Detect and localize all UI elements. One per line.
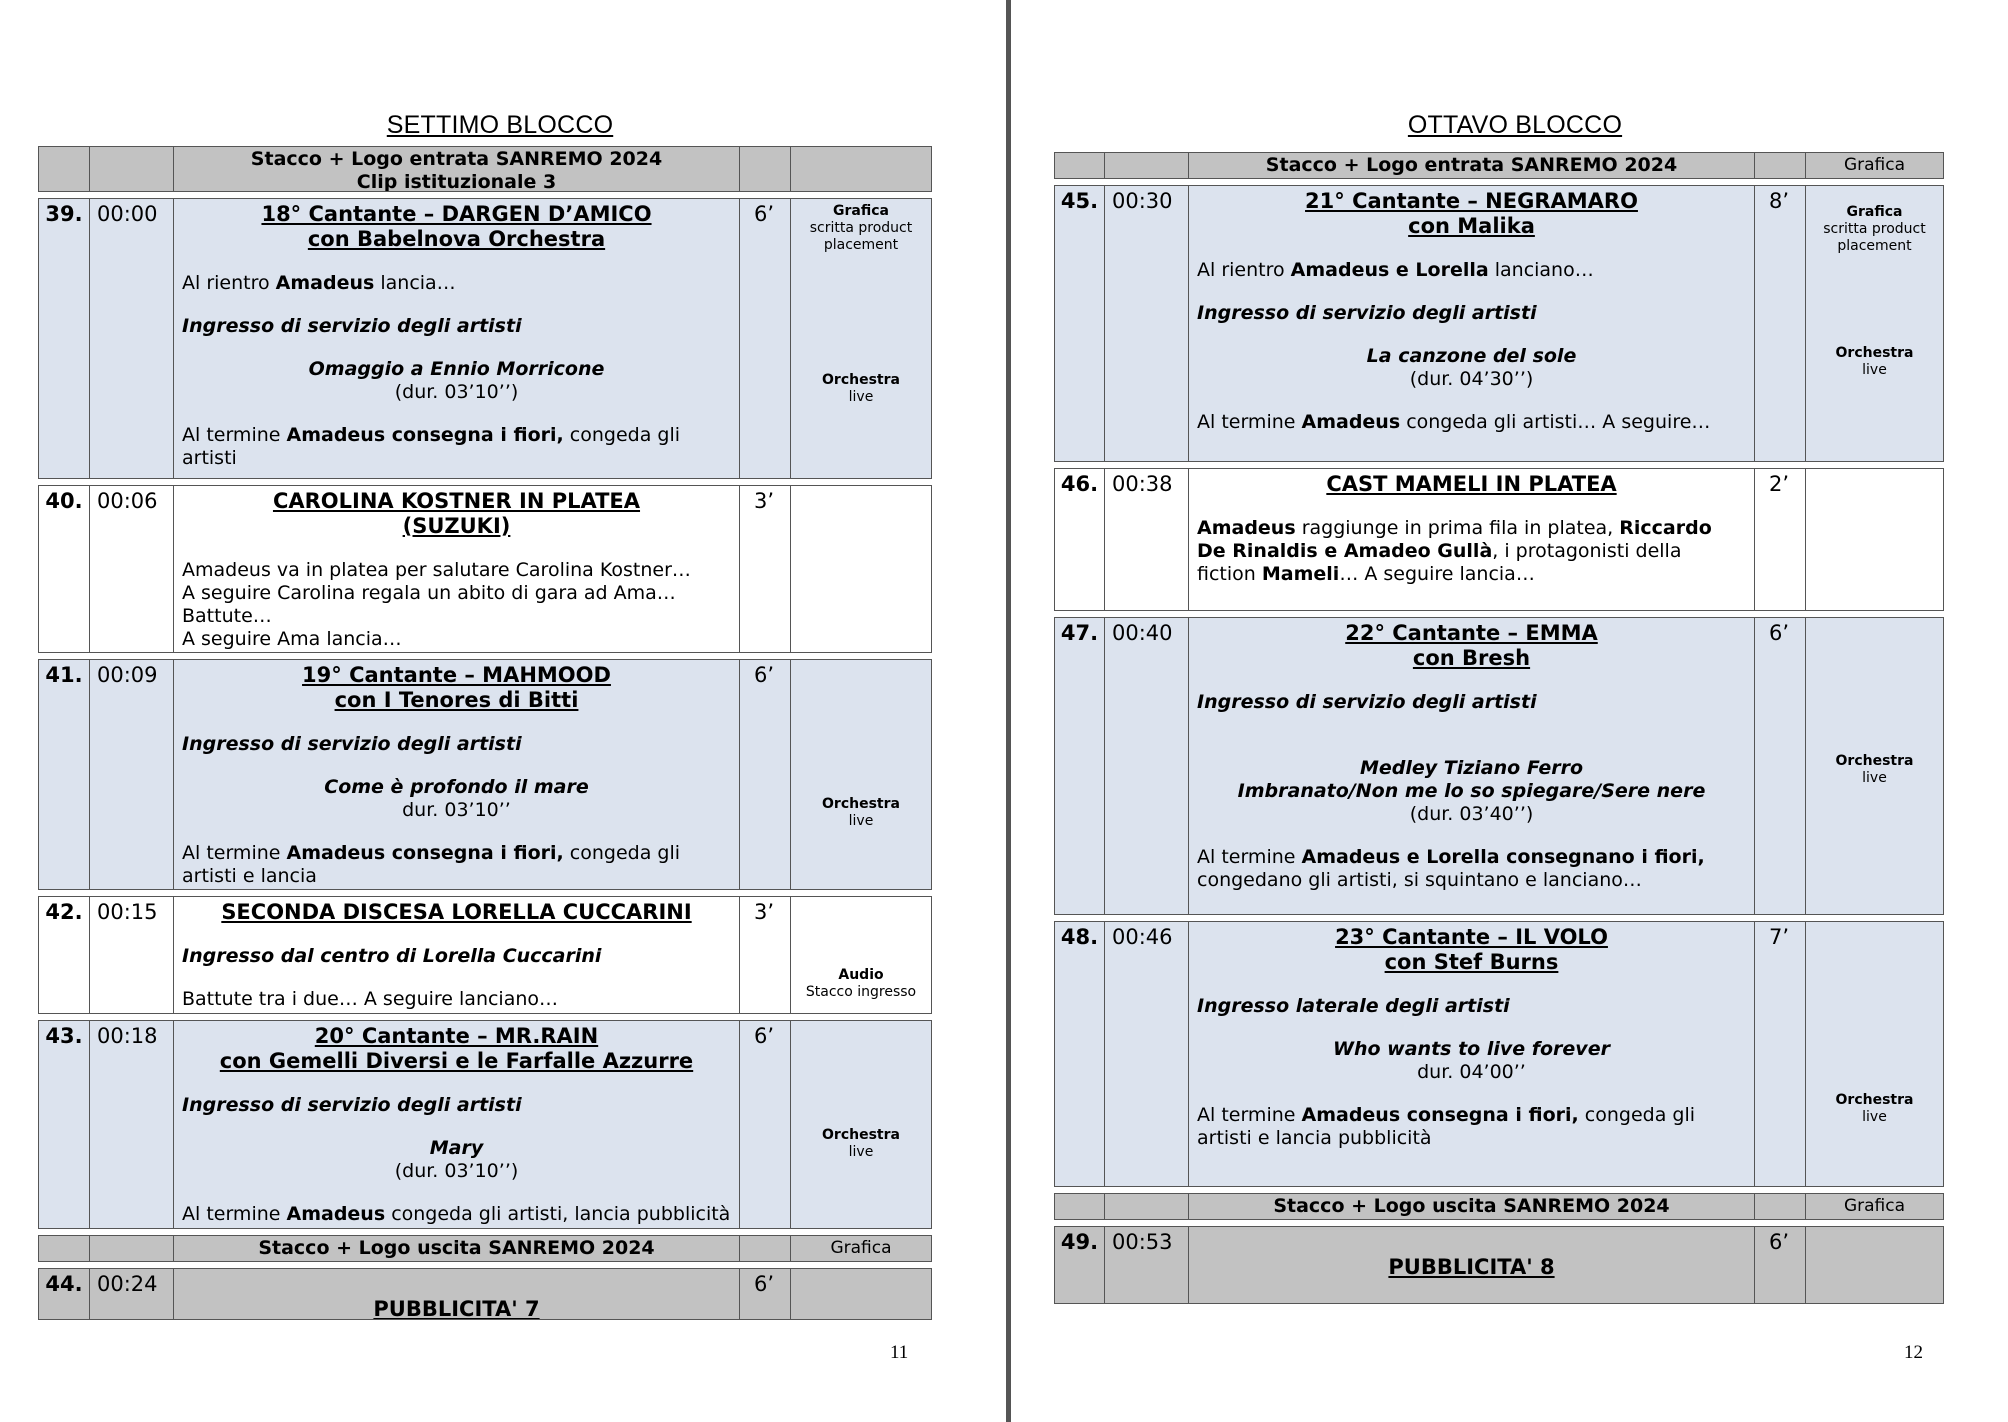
row-notes (1805, 922, 1943, 1186)
note-label: Orchestra (822, 1127, 900, 1143)
header-note: Grafica (1805, 153, 1943, 178)
song-duration: (dur. 03’10’’) (394, 1160, 519, 1182)
block-title: SETTIMO BLOCCO (386, 111, 614, 139)
song-title: Omaggio a Ennio Morricone (308, 358, 605, 380)
text: congeda gli artisti (182, 424, 680, 469)
header-label: Stacco + Logo entrata SANREMO 2024 (1188, 153, 1754, 178)
text: congeda gli artisti e lancia pubblicità (1197, 1104, 1695, 1149)
row-title: 21° Cantante – NEGRAMARO (1305, 189, 1638, 213)
row-subtitle: con Malika (1408, 214, 1535, 238)
page-12 (1012, 0, 2008, 1422)
text-line: A seguire Ama lancia… (182, 628, 402, 650)
row-content (1188, 186, 1754, 461)
text: raggiunge in prima fila in platea, (1295, 517, 1620, 539)
row-subtitle: con Bresh (1412, 646, 1531, 670)
row-number: 39. (45, 202, 83, 226)
text-bold: Riccardo De Rinaldis e Amadeo Gullà (1197, 517, 1712, 562)
row-title: PUBBLICITA' 8 (1388, 1255, 1555, 1279)
row-number: 40. (45, 489, 83, 513)
row-content (1188, 469, 1754, 610)
song-title: Come è profondo il mare (324, 776, 589, 798)
song-list: Imbranato/Non me lo so spiegare/Sere nere (1237, 780, 1706, 802)
row-time: 00:40 (1104, 618, 1188, 914)
text: Al termine (1197, 846, 1302, 868)
table-row-42 (38, 896, 932, 1014)
text-bold: Amadeus consegna i fiori, (1301, 1104, 1579, 1126)
song-duration: (dur. 04’30’’) (1409, 368, 1534, 390)
row-title: 22° Cantante – EMMA (1345, 621, 1598, 645)
row-number: 44. (45, 1272, 83, 1296)
table-row-40 (38, 485, 932, 653)
row-duration: 7’ (1754, 922, 1805, 1186)
note-label: Orchestra (1835, 753, 1914, 769)
text: Al termine (182, 424, 287, 446)
text: , i protagonisti della fiction (1197, 540, 1682, 585)
text: Al termine (1197, 1104, 1302, 1126)
song-duration: (dur. 03’10’’) (394, 381, 519, 403)
row-time: 00:09 (89, 660, 173, 889)
note-text: Stacco ingresso (805, 984, 917, 1000)
exit-row (38, 1235, 932, 1262)
page-number: 12 (1904, 1342, 1923, 1363)
text-line: Battute tra i due… A seguire lanciano… (182, 988, 559, 1010)
row-duration: 2’ (1754, 469, 1805, 610)
table-row-43 (38, 1020, 932, 1229)
text-bold: Amadeus e Lorella (1290, 259, 1489, 281)
row-duration: 6’ (1754, 618, 1805, 914)
song-duration: dur. 03’10’’ (402, 799, 511, 821)
row-notes (790, 1021, 931, 1228)
table-row-49 (1054, 1226, 1944, 1304)
text-line: A seguire Carolina regala un abito di gara ad Ama… (182, 582, 676, 604)
text-line: Battute… (182, 605, 272, 627)
row-time: 00:18 (89, 1021, 173, 1228)
text-bold: Amadeus (1197, 517, 1296, 539)
header-row (1054, 152, 1944, 179)
row-content (173, 199, 739, 478)
entrance-note: Ingresso di servizio degli artisti (1197, 691, 1537, 713)
row-number: 41. (45, 663, 83, 687)
text-bold: Mameli (1261, 563, 1340, 585)
note-label: Orchestra (1835, 345, 1914, 361)
text-bold: Amadeus (275, 272, 375, 294)
table-row-47 (1054, 617, 1944, 915)
row-notes (790, 897, 931, 1013)
row-notes (1805, 618, 1943, 914)
row-duration: 6’ (1754, 1227, 1805, 1303)
row-duration: 6’ (739, 1269, 790, 1319)
song-title: Medley Tiziano Ferro (1359, 757, 1584, 779)
note-text: live (848, 389, 874, 405)
text: congeda gli artisti, lancia pubblicità (385, 1203, 731, 1225)
row-title: PUBBLICITA' 7 (373, 1297, 540, 1319)
entrance-note: Ingresso dal centro di Lorella Cuccarini (182, 945, 602, 967)
text: Al termine (182, 842, 287, 864)
row-time: 00:38 (1104, 469, 1188, 610)
song-duration: dur. 04’00’’ (1417, 1061, 1526, 1083)
row-time: 00:15 (89, 897, 173, 1013)
exit-label: Stacco + Logo uscita SANREMO 2024 (1188, 1194, 1754, 1219)
note-text: live (848, 1144, 874, 1160)
row-content (173, 660, 739, 889)
text: Al termine (1197, 411, 1302, 433)
text: congeda gli artisti… A seguire… (1400, 411, 1711, 433)
text-bold: Amadeus consegna i fiori, (286, 842, 564, 864)
table-row-44 (38, 1268, 932, 1320)
row-notes (790, 199, 931, 478)
text: Al termine (182, 1203, 287, 1225)
row-subtitle: con Gemelli Diversi e le Farfalle Azzurre (219, 1049, 694, 1073)
row-subtitle: con Stef Burns (1384, 950, 1559, 974)
note-label: Orchestra (822, 372, 900, 388)
table-row-48 (1054, 921, 1944, 1187)
song-title: Who wants to live forever (1333, 1038, 1610, 1060)
row-number: 46. (1060, 472, 1099, 496)
header-row (38, 146, 932, 192)
row-time: 00:06 (89, 486, 173, 652)
text-bold: Amadeus consegna i fiori, (286, 424, 564, 446)
note-text: live (848, 813, 874, 829)
row-notes (1805, 186, 1943, 461)
text: congeda gli artisti e lancia (182, 842, 680, 887)
row-duration: 6’ (739, 660, 790, 889)
page-divider (1006, 0, 1011, 1422)
row-title: CAROLINA KOSTNER IN PLATEA (272, 489, 641, 513)
row-number: 43. (45, 1024, 83, 1048)
table-row-45 (1054, 185, 1944, 462)
row-duration: 6’ (739, 1021, 790, 1228)
note-text: scritta product placement (1823, 221, 1926, 254)
table-row-39 (38, 198, 932, 479)
row-number: 42. (45, 900, 83, 924)
song-title: Mary (429, 1137, 484, 1159)
row-number: 49. (1060, 1230, 1099, 1254)
text-bold: Amadeus (1301, 411, 1401, 433)
page-number: 11 (890, 1342, 909, 1363)
text-line: Amadeus va in platea per salutare Carolina Kostner… (182, 559, 691, 581)
row-content (173, 897, 739, 1013)
row-subtitle: (SUZUKI) (402, 514, 511, 538)
note-text: scritta product placement (809, 220, 913, 253)
note-label: Grafica (833, 203, 889, 219)
row-number: 47. (1060, 621, 1099, 645)
entrance-note: Ingresso di servizio degli artisti (1197, 302, 1537, 324)
row-number: 48. (1060, 925, 1099, 949)
entrance-note: Ingresso di servizio degli artisti (182, 315, 522, 337)
note-label: Orchestra (822, 796, 900, 812)
exit-note: Grafica (1805, 1194, 1943, 1219)
text-bold: Amadeus (286, 1203, 386, 1225)
row-subtitle: con I Tenores di Bitti (334, 688, 579, 712)
block-title: OTTAVO BLOCCO (1407, 111, 1623, 139)
row-time: 00:53 (1104, 1227, 1188, 1303)
row-content (1188, 922, 1754, 1186)
table-row-46 (1054, 468, 1944, 611)
text: lanciano… (1488, 259, 1594, 281)
row-time: 00:24 (89, 1269, 173, 1319)
header-line2: Clip istituzionale 3 (356, 171, 557, 191)
header-line1: Stacco + Logo entrata SANREMO 2024 (250, 148, 663, 170)
row-content (1188, 618, 1754, 914)
song-title: La canzone del sole (1366, 345, 1577, 367)
row-content (173, 1021, 739, 1228)
song-duration: (dur. 03’40’’) (1409, 803, 1534, 825)
note-label: Orchestra (1835, 1092, 1914, 1108)
row-time: 00:30 (1104, 186, 1188, 461)
note-text: live (1862, 770, 1887, 786)
row-title: SECONDA DISCESA LORELLA CUCCARINI (221, 900, 692, 924)
row-duration: 3’ (739, 897, 790, 1013)
text: congedano gli artisti, si squintano e lanciano… (1197, 869, 1642, 891)
row-title: 18° Cantante – DARGEN D’AMICO (261, 202, 652, 226)
row-title: 23° Cantante – IL VOLO (1335, 925, 1608, 949)
row-number: 45. (1060, 189, 1099, 213)
note-text: live (1862, 362, 1887, 378)
text: Al rientro (182, 272, 276, 294)
row-duration: 3’ (739, 486, 790, 652)
table-row-41 (38, 659, 932, 890)
row-notes (790, 660, 931, 889)
text-bold: Amadeus e Lorella consegnano i fiori, (1301, 846, 1705, 868)
entrance-note: Ingresso di servizio degli artisti (182, 1094, 522, 1116)
text: lancia… (374, 272, 456, 294)
row-time: 00:46 (1104, 922, 1188, 1186)
text: … A seguire lancia… (1339, 563, 1535, 585)
note-label: Audio (838, 967, 884, 983)
row-title: CAST MAMELI IN PLATEA (1326, 472, 1617, 496)
exit-row (1054, 1193, 1944, 1220)
note-label: Grafica (1846, 204, 1903, 220)
entrance-note: Ingresso di servizio degli artisti (182, 733, 522, 755)
row-title: 20° Cantante – MR.RAIN (314, 1024, 599, 1048)
row-subtitle: con Babelnova Orchestra (307, 227, 606, 251)
text: Al rientro (1197, 259, 1291, 281)
row-duration: 6’ (739, 199, 790, 478)
row-content (173, 486, 739, 652)
exit-label: Stacco + Logo uscita SANREMO 2024 (173, 1236, 739, 1261)
note-text: live (1862, 1109, 1887, 1125)
entrance-note: Ingresso laterale degli artisti (1197, 995, 1510, 1017)
row-time: 00:00 (89, 199, 173, 478)
row-title: 19° Cantante – MAHMOOD (302, 663, 611, 687)
row-duration: 8’ (1754, 186, 1805, 461)
exit-note: Grafica (790, 1236, 931, 1261)
